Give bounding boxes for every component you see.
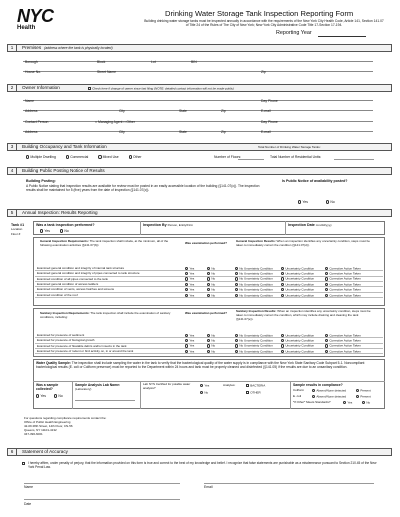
signer-name-field[interactable]	[24, 483, 180, 484]
section-note: (address where the tank is physically located)	[44, 46, 113, 50]
block-label: Block	[97, 60, 106, 64]
general-results-heading: General Inspection Results:	[236, 239, 276, 243]
sample-no: No	[54, 394, 63, 398]
lab-name-field[interactable]	[75, 400, 135, 401]
posting-no: No	[326, 200, 335, 204]
section-title-text: Premises	[22, 45, 42, 50]
analyte-bacteria: BACTERIA	[246, 384, 265, 388]
examined-no: No	[207, 272, 215, 276]
divider	[290, 381, 291, 409]
section-accuracy-bar	[7, 448, 392, 456]
owner-change-note: Check here if change of owner since last filing (NOTE: detailed contact information will not be made public)	[92, 85, 234, 90]
logo-mark: NYC	[17, 6, 54, 26]
section-title	[22, 449, 68, 455]
signer-date-label: Date	[24, 502, 32, 506]
if-other-label: *If Other* Meets Standards?	[293, 400, 331, 404]
reporting-year-field[interactable]	[318, 36, 366, 37]
examined-no: No	[207, 283, 215, 287]
section-number: 6	[8, 449, 17, 455]
occupancy-commercial: Commercial	[66, 155, 88, 159]
coliform-label: Coliform	[293, 388, 305, 392]
section-title-text: Owner Information	[22, 85, 60, 90]
office-contact-block	[24, 416, 144, 436]
lab-certified-yes-radio[interactable]	[200, 384, 203, 387]
general-item-text: Examined condition of all pipes connected to the tank	[37, 276, 108, 281]
sanitary-results-heading: Sanitary Inspection Results:	[236, 309, 277, 313]
owner-zip-label: Zip	[221, 109, 226, 113]
tank-location-label: Location	[11, 227, 23, 231]
examined-no: No	[207, 334, 215, 338]
contact-day-phone-label: Day Phone	[261, 120, 278, 124]
examined-no-radio[interactable]	[207, 277, 210, 280]
lab-certified-no: No	[200, 391, 208, 395]
lab-certified-no-radio[interactable]	[200, 391, 203, 394]
posting-no-radio[interactable]	[326, 200, 329, 203]
lab-certified-yes: Yes	[200, 384, 209, 388]
occupancy-options	[26, 155, 141, 159]
other-analyte-checkbox[interactable]	[246, 391, 249, 394]
divider	[285, 221, 286, 235]
section-title	[22, 85, 60, 91]
no-uncertainty-radio[interactable]	[235, 344, 238, 347]
uncertainty-radio[interactable]	[281, 283, 284, 286]
examined-yes: Yes	[185, 277, 194, 281]
floors-label: Number of Floors:	[214, 155, 242, 159]
sanitary-item-text: Examined for presence of rodent or bird activity on, in or around the tank	[37, 348, 134, 353]
office-address-2: Queens, NY 11101-4132	[24, 428, 57, 432]
office-phone: 347-396-6001	[24, 432, 43, 436]
examined-no-radio[interactable]	[207, 283, 210, 286]
building-posting-label: Building Posting:	[26, 179, 56, 183]
sample-yes: Yes	[36, 394, 46, 398]
examined-yes-radio[interactable]	[185, 272, 188, 275]
if-other-yes: Yes	[343, 401, 352, 405]
contact-person-row[interactable]	[23, 116, 373, 122]
corrective-option: Corrective Action Taken	[325, 334, 361, 338]
uncertainty-radio[interactable]	[281, 294, 284, 297]
examined-no: No	[207, 350, 215, 354]
owner-day-phone-label: Day Phone	[261, 99, 278, 103]
section-owner-bar	[7, 84, 392, 92]
examined-no: No	[207, 344, 215, 348]
corrective-option: Corrective Action Taken	[325, 339, 361, 343]
posting-question: Is Public Notice of availability posted?	[282, 179, 348, 183]
sample-collected-question: Was a sample collected?	[36, 383, 59, 392]
examined-yes: Yes	[185, 288, 194, 292]
sanitary-row	[35, 349, 383, 354]
bacteria-checkbox[interactable]	[246, 384, 249, 387]
divider	[140, 381, 141, 409]
no-uncertainty-option: No Uncertainty Condition	[235, 344, 273, 348]
general-item-text: Examined general condition of access ladders	[37, 281, 99, 286]
lot-label: Lot	[151, 60, 156, 64]
general-item-text: Examined condition of the roof	[37, 292, 78, 297]
examined-no: No	[207, 277, 215, 281]
examined-yes: Yes	[185, 283, 194, 287]
residential-units-field[interactable]	[334, 159, 374, 160]
corrective-option: Corrective Action Taken	[325, 344, 361, 348]
examined-yes: Yes	[185, 350, 194, 354]
examined-yes: Yes	[185, 334, 194, 338]
borough-label: Borough	[25, 60, 38, 64]
uncertainty-option: Uncertainty Condition	[281, 334, 314, 338]
uncertainty-option: Uncertainty Condition	[281, 294, 314, 298]
uncertainty-radio[interactable]	[281, 277, 284, 280]
general-heading-text	[40, 240, 180, 248]
examined-no-radio[interactable]	[207, 350, 210, 353]
section-title	[22, 168, 105, 174]
analytes-label: Analytes:	[223, 383, 236, 387]
uncertainty-radio[interactable]	[281, 350, 284, 353]
examined-yes-radio[interactable]	[185, 277, 188, 280]
general-item-text: Examined general condition and integrity of pipes connected to tank structure	[37, 271, 140, 276]
general-item-text: Examined general condition and integrity of internal tank structure	[37, 265, 125, 270]
if-other-no-radio[interactable]	[362, 401, 365, 404]
examined-yes-radio[interactable]	[185, 288, 188, 291]
no-uncertainty-option: No Uncertainty Condition	[235, 277, 273, 281]
section-inspection-bar	[7, 209, 392, 217]
office-address-1: 42-09 28th Street, 14th Floor, CN-56	[24, 424, 73, 428]
multiple-dwelling-radio[interactable]	[26, 155, 29, 158]
sample-no-radio[interactable]	[54, 394, 57, 397]
inspection-date-label: Inspection Date	[288, 223, 315, 227]
sanitary-item-text: Examined for presence of sediment	[37, 332, 85, 337]
ecoli-present-radio[interactable]	[356, 395, 359, 398]
no-uncertainty-option: No Uncertainty Condition	[235, 350, 273, 354]
examined-no-radio[interactable]	[207, 294, 210, 297]
sanitary-results-desc: When an inspection identifies any uncertainty condition, steps must be taken to immediately correct the condition, which may include draining and cleaning the tank (§141.07(e)).	[236, 309, 371, 321]
no-uncertainty-option: No Uncertainty Condition	[235, 267, 273, 271]
lab-name-hint: (Laboratory)	[75, 387, 92, 391]
examined-no-radio[interactable]	[207, 344, 210, 347]
examined-no-radio[interactable]	[207, 339, 210, 342]
uncertainty-option: Uncertainty Condition	[281, 344, 314, 348]
accuracy-checkbox-wrap	[22, 461, 26, 465]
lab-certified-question: Lab NYS Certified for potable water analysis?	[143, 382, 191, 390]
section-occupancy-bar	[7, 143, 392, 151]
corrective-radio[interactable]	[325, 283, 328, 286]
owner-address-row[interactable]	[23, 105, 373, 111]
corrective-radio[interactable]	[325, 272, 328, 275]
form-header	[17, 5, 385, 39]
examined-yes-radio[interactable]	[185, 267, 188, 270]
inspection-by-field[interactable]	[143, 223, 193, 228]
corrective-option: Corrective Action Taken	[325, 294, 361, 298]
general-row	[35, 293, 383, 298]
uncertainty-radio[interactable]	[281, 272, 284, 275]
contact-zip-label: Zip	[221, 130, 226, 134]
section-number: 1	[8, 45, 17, 51]
contact-address-row[interactable]	[23, 126, 373, 132]
uncertainty-option: Uncertainty Condition	[281, 272, 314, 276]
premises-row-1[interactable]	[23, 56, 373, 62]
corrective-option: Corrective Action Taken	[325, 277, 361, 281]
sample-yes-radio[interactable]	[36, 394, 39, 397]
nyc-health-logo	[17, 7, 83, 32]
corrective-radio[interactable]	[325, 344, 328, 347]
section-posting-bar	[7, 167, 392, 175]
corrective-radio[interactable]	[325, 334, 328, 337]
section-title-text: Building Public Posting Notice of Results	[22, 168, 105, 173]
general-text: The tank inspection shall include, at the minimum, all of the following examination activities (§141.07(b)):	[40, 239, 169, 247]
office-intro: For questions regarding compliance requirements contact the:	[24, 416, 107, 420]
total-tanks-label: Total Number of Drinking Water Storage Tanks:	[258, 144, 321, 149]
inspection-date-field[interactable]	[288, 223, 332, 228]
owner-name-row[interactable]	[23, 95, 373, 101]
examined-no-radio[interactable]	[207, 267, 210, 270]
general-heading: General Inspection Requirements:	[40, 239, 89, 243]
section-number: 3	[8, 144, 17, 150]
tank-floor-label: Floor #	[11, 232, 21, 236]
house-no-label: House No.	[25, 70, 42, 74]
corrective-radio[interactable]	[325, 277, 328, 280]
inspection-by-hint: Person, Entity/Firm	[167, 223, 194, 227]
office-name: Office of Public Health Engineering	[24, 420, 71, 424]
owner-email-label: E-mail	[261, 109, 271, 113]
signer-date-field[interactable]	[24, 499, 180, 500]
mixed-use-radio[interactable]	[98, 155, 101, 158]
if-other-no: No	[362, 401, 370, 405]
sample-results-question: Sample results in compliance?	[293, 383, 343, 387]
uncertainty-radio[interactable]	[281, 267, 284, 270]
examined-yes-radio[interactable]	[185, 350, 188, 353]
corrective-radio[interactable]	[325, 339, 328, 342]
inspection-performed-no: No	[60, 229, 69, 233]
street-name-label: Street Name	[97, 70, 117, 74]
examined-yes-radio[interactable]	[185, 334, 188, 337]
ecoli-absent-radio[interactable]	[312, 395, 315, 398]
water-quality-text	[36, 361, 382, 369]
performed-no-radio[interactable]	[60, 229, 63, 232]
section-title-text: Building Occupancy and Tank Information	[22, 144, 107, 149]
inspection-date-hint: mm/dd/yyyy	[315, 223, 332, 227]
ecoli-absent: Absent/None detected	[312, 395, 346, 399]
inspection-performed-yes: Yes	[40, 229, 50, 233]
owner-name-label: Name	[25, 99, 35, 103]
occupancy-multiple-dwelling: Multiple Dwelling	[26, 155, 56, 159]
corrective-option: Corrective Action Taken	[325, 267, 361, 271]
examined-no: No	[207, 294, 215, 298]
posting-yes-radio[interactable]	[298, 200, 301, 203]
sanitary-results-text	[236, 310, 376, 321]
general-results-text	[236, 240, 376, 248]
examined-yes-radio[interactable]	[185, 283, 188, 286]
section-title	[22, 45, 113, 51]
signer-email-field[interactable]	[204, 483, 374, 484]
no-uncertainty-option: No Uncertainty Condition	[235, 339, 273, 343]
examined-no: No	[207, 288, 215, 292]
uncertainty-radio[interactable]	[281, 288, 284, 291]
uncertainty-radio[interactable]	[281, 334, 284, 337]
section-title	[22, 210, 98, 216]
general-results-desc: When an inspection identifies any uncertainty condition, steps must be taken to immediately correct the condition (§141.07(d)).	[236, 239, 370, 247]
uncertainty-radio[interactable]	[281, 339, 284, 342]
section-title-text: Statement of Accuracy	[22, 449, 68, 454]
coliform-present-radio[interactable]	[356, 389, 359, 392]
sanitary-row	[35, 338, 383, 343]
signer-name-label: Name	[24, 485, 34, 489]
divider	[33, 381, 385, 382]
no-uncertainty-radio[interactable]	[235, 277, 238, 280]
examined-yes: Yes	[185, 344, 194, 348]
ecoli-present: Present	[356, 395, 371, 399]
no-uncertainty-radio[interactable]	[235, 272, 238, 275]
performed-yes-radio[interactable]	[40, 229, 43, 232]
inspection-performed-question: Was a tank inspection performed?	[36, 223, 95, 227]
commercial-radio[interactable]	[66, 155, 69, 158]
owner-change-checkbox[interactable]	[88, 87, 91, 90]
water-quality-desc: The inspection shall include sampling the water in the tank to verify that the bacteriological quality of the water supply is in compliance with the New York State Sanitary Code Subpart 5-1. Noncompliant bacteriological results (E. coli or Coliform presence) must be reported to the Department within 24 hours and tank must be properly cleaned and disinfected (§141.05) if the results are due to an unsanitary condition.	[36, 361, 365, 370]
examined-no: No	[207, 339, 215, 343]
posting-text: A Public Notice stating that inspection results are available for review must be posted in an easily accessible location of the building (§141.07(c)). The inspection results shall be maintained for 5 (five) years from the date of inspection (§141.07(c)).	[26, 184, 260, 193]
no-uncertainty-option: No Uncertainty Condition	[235, 272, 273, 276]
sanitary-heading-text	[40, 312, 180, 320]
general-row	[35, 271, 383, 276]
form-subtitle: Building drinking water storage tanks must be inspected annually in accordance with the requirements of the New York City Health Code, Article 141, Section 141.07 of Title 24 of the Rules of The City of New York; New York City Administrative Code Title 17-Section 17-194.	[144, 19, 384, 27]
accuracy-statement: I hereby affirm, under penalty of perjury, that the information provided on this form is true and correct to the best of my knowledge and belief. I recognize that false statements are punishable as a misdemeanor pursuant to Section 210.45 of the New York Penal Law.	[28, 461, 377, 470]
corrective-option: Corrective Action Taken	[325, 288, 361, 292]
contact-address-label: Address	[25, 130, 38, 134]
corrective-radio[interactable]	[325, 350, 328, 353]
if-other-yes-radio[interactable]	[343, 401, 346, 404]
section-title-text: Annual Inspection: Results Reporting	[22, 210, 98, 215]
no-uncertainty-radio[interactable]	[235, 288, 238, 291]
sanitary-item-text: Examined for presence of biological growth	[37, 338, 95, 343]
floors-field[interactable]	[238, 159, 264, 160]
examined-yes: Yes	[185, 267, 194, 271]
premises-row-2[interactable]	[23, 66, 373, 72]
section-number: 4	[8, 168, 17, 174]
accuracy-checkbox[interactable]	[22, 462, 25, 465]
section-title	[22, 144, 107, 150]
logo-subtext: Health	[17, 25, 36, 31]
analyte-other: OTHER	[246, 391, 261, 395]
examined-yes-radio[interactable]	[185, 339, 188, 342]
uncertainty-option: Uncertainty Condition	[281, 267, 314, 271]
examined-yes-radio[interactable]	[185, 344, 188, 347]
no-uncertainty-option: No Uncertainty Condition	[235, 294, 273, 298]
form-title: Drinking Water Storage Tank Inspection Reporting Form	[165, 9, 354, 18]
no-uncertainty-option: No Uncertainty Condition	[235, 283, 273, 287]
sanitary-heading: Sanitary Inspection Requirements:	[40, 311, 90, 315]
examined-no: No	[207, 267, 215, 271]
corrective-radio[interactable]	[325, 294, 328, 297]
tank-number-label: Tank #1	[11, 223, 25, 227]
examined-yes: Yes	[185, 294, 194, 298]
corrective-radio[interactable]	[325, 267, 328, 270]
examined-yes: Yes	[185, 272, 194, 276]
signer-email-label: Email	[204, 485, 213, 489]
divider	[140, 221, 141, 235]
corrective-option: Corrective Action Taken	[325, 272, 361, 276]
coliform-present: Present	[356, 389, 371, 393]
ecoli-label: E. coli	[293, 394, 302, 398]
no-uncertainty-radio[interactable]	[235, 334, 238, 337]
reporting-year-label: Reporting Year	[276, 30, 312, 36]
owner-address-label: Address	[25, 109, 38, 113]
contact-roles: □ Managing Agent □ Other	[95, 120, 135, 124]
bin-label: BIN	[191, 60, 197, 64]
uncertainty-option: Uncertainty Condition	[281, 283, 314, 287]
contact-state-label: State	[179, 130, 187, 134]
no-uncertainty-radio[interactable]	[235, 339, 238, 342]
contact-email-label: E-mail	[261, 130, 271, 134]
sanitary-text: The tank inspection shall include the examination of sanitary conditions, including:	[40, 311, 171, 319]
coliform-absent: Absent/None detected	[312, 389, 346, 393]
divider	[72, 381, 73, 409]
no-uncertainty-option: No Uncertainty Condition	[235, 288, 273, 292]
general-item-text: Examined condition of vents, access hatches and screens	[37, 287, 115, 292]
examined-no-radio[interactable]	[207, 288, 210, 291]
owner-state-label: State	[179, 109, 187, 113]
contact-city-label: City	[119, 130, 125, 134]
section-number: 5	[8, 210, 17, 216]
occupancy-mixed-use: Mixed Use	[98, 155, 118, 159]
coliform-absent-radio[interactable]	[312, 389, 315, 392]
sanitary-item-text: Examined for presence of floatable debris and/or insects in the tank	[37, 343, 127, 348]
sanitary-was-examination: Was examination performed?	[185, 311, 227, 315]
owner-city-label: City	[119, 109, 125, 113]
general-row	[35, 288, 383, 293]
residential-units-label: Total Number of Residential Units:	[270, 155, 322, 159]
lab-name-label: Sample Analysis Lab Name:	[75, 383, 121, 387]
occupancy-other: Other	[129, 155, 142, 159]
section-number: 2	[8, 85, 17, 91]
no-uncertainty-radio[interactable]	[235, 283, 238, 286]
other-radio[interactable]	[129, 155, 132, 158]
uncertainty-option: Uncertainty Condition	[281, 277, 314, 281]
examined-yes: Yes	[185, 339, 194, 343]
no-uncertainty-radio[interactable]	[235, 267, 238, 270]
section-premises-bar	[7, 44, 392, 52]
corrective-radio[interactable]	[325, 288, 328, 291]
no-uncertainty-radio[interactable]	[235, 350, 238, 353]
examined-no-radio[interactable]	[207, 272, 210, 275]
examined-no-radio[interactable]	[207, 334, 210, 337]
corrective-option: Corrective Action Taken	[325, 350, 361, 354]
corrective-option: Corrective Action Taken	[325, 283, 361, 287]
uncertainty-radio[interactable]	[281, 344, 284, 347]
no-uncertainty-option: No Uncertainty Condition	[235, 334, 273, 338]
zip-label: Zip	[261, 70, 266, 74]
owner-change-check	[88, 87, 234, 91]
uncertainty-option: Uncertainty Condition	[281, 288, 314, 292]
contact-person-label: Contact Person	[25, 120, 49, 124]
uncertainty-option: Uncertainty Condition	[281, 339, 314, 343]
posting-yes: Yes	[298, 200, 308, 204]
water-quality-label: Water Quality Sample:	[36, 361, 71, 365]
inspection-by-label: Inspection By	[143, 223, 167, 227]
examined-yes-radio[interactable]	[185, 294, 188, 297]
no-uncertainty-radio[interactable]	[235, 294, 238, 297]
uncertainty-option: Uncertainty Condition	[281, 350, 314, 354]
was-examination-performed: Was examination performed?	[185, 241, 227, 245]
